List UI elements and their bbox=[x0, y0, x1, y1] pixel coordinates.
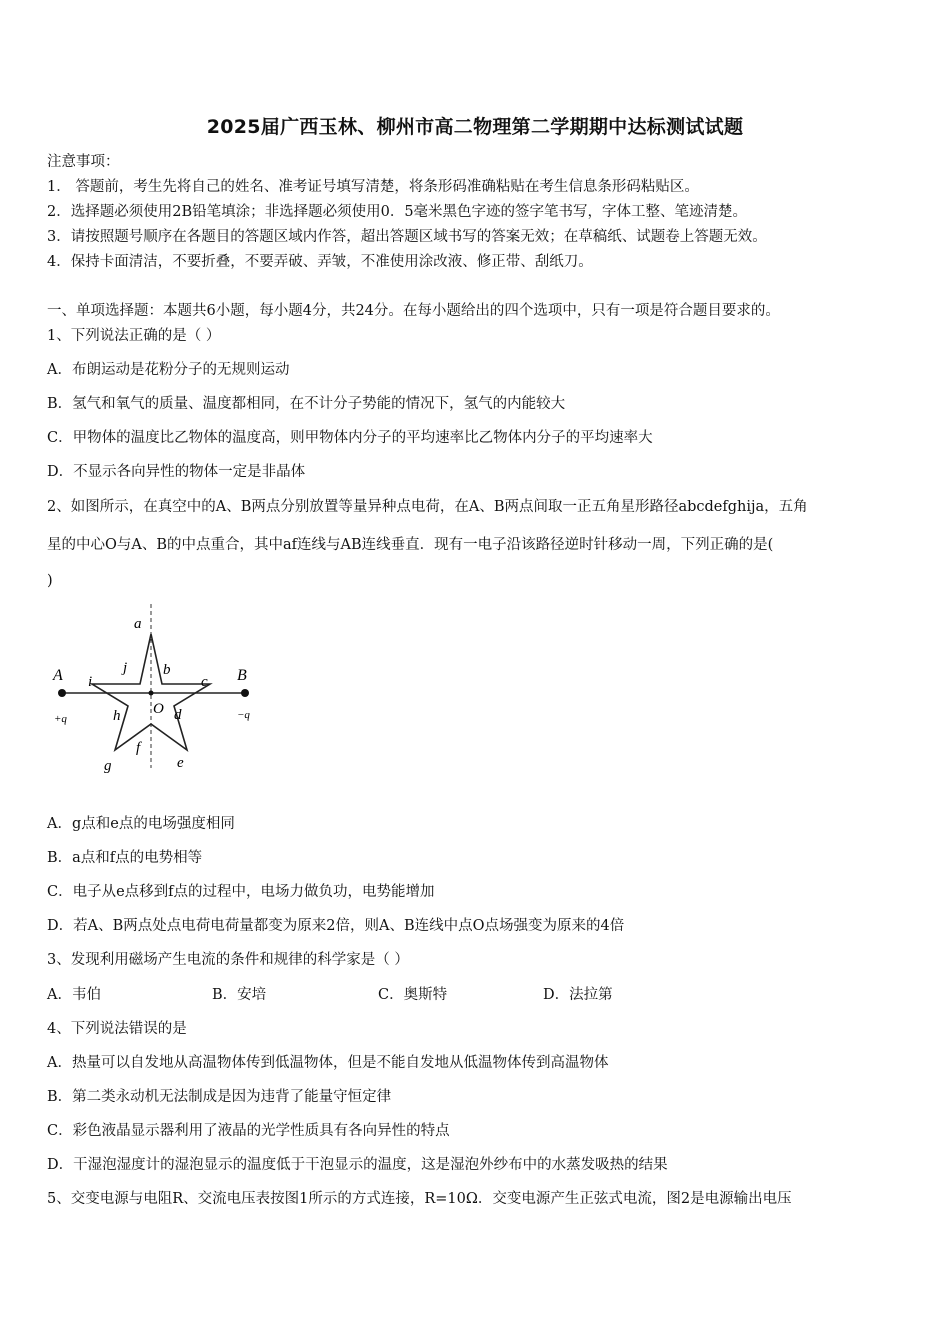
question-4-option-c: C．彩色液晶显示器利用了液晶的光学性质具有各向异性的特点 bbox=[47, 1123, 450, 1139]
charge-b-dot bbox=[241, 689, 249, 697]
star-charge-figure bbox=[40, 598, 280, 778]
question-2-stem-line: 2、如图所示，在真空中的A、B两点分别放置等量异种点电荷，在A、B两点间取一正五角星形路径abcdefghija，五角 bbox=[47, 499, 808, 515]
page-title: 2025届广西玉林、柳州市高二物理第二学期期中达标测试试题 bbox=[206, 116, 744, 138]
question-5-stem: 5、交变电源与电阻R、交流电压表按图1所示的方式连接，R=10Ω．交变电源产生正弦式电流，图2是电源输出电压 bbox=[47, 1191, 792, 1207]
question-1-option-d: D．不显示各向异性的物体一定是非晶体 bbox=[47, 464, 306, 480]
label-a: a bbox=[134, 616, 142, 632]
label-e: e bbox=[177, 755, 184, 771]
label-f: f bbox=[136, 740, 141, 756]
section-heading: 一、单项选择题：本题共6小题，每小题4分，共24分。在每小题给出的四个选项中，只有一项是符合题目要求的。 bbox=[47, 303, 780, 319]
notice-item: 3．请按照题号顺序在各题目的答题区域内作答，超出答题区域书写的答案无效；在草稿纸、试题卷上答题无效。 bbox=[47, 229, 767, 245]
notice-item: 1． 答题前，考生先将自己的姓名、准考证号填写清楚，将条形码准确粘贴在考生信息条形码粘贴区。 bbox=[47, 179, 699, 195]
label-g: g bbox=[104, 758, 112, 774]
question-2-option-c: C．电子从e点移到f点的过程中，电场力做负功，电势能增加 bbox=[47, 884, 435, 900]
label-i: i bbox=[88, 674, 93, 690]
question-3-option-c: C．奥斯特 bbox=[378, 987, 448, 1003]
question-4-option-a: A．热量可以自发地从高温物体传到低温物体，但是不能自发地从低温物体传到高温物体 bbox=[47, 1055, 609, 1071]
question-2-stem-line: ) bbox=[47, 573, 53, 589]
charge-a-dot bbox=[58, 689, 66, 697]
question-3-stem: 3、发现利用磁场产生电流的条件和规律的科学家是（ ） bbox=[47, 952, 409, 968]
notice-item: 2．选择题必须使用2B铅笔填涂；非选择题必须使用0．5毫米黑色字迹的签字笔书写，字体工整、笔迹清楚。 bbox=[47, 204, 748, 220]
question-3-option-d: D．法拉第 bbox=[543, 987, 613, 1003]
label-c: c bbox=[201, 674, 208, 690]
label-point-b: B bbox=[237, 667, 247, 684]
question-1-option-a: A．布朗运动是花粉分子的无规则运动 bbox=[47, 362, 290, 378]
question-3-option-b: B．安培 bbox=[212, 987, 267, 1003]
label-h: h bbox=[113, 708, 121, 724]
question-1-stem: 1、下列说法正确的是（ ） bbox=[47, 328, 221, 344]
question-2-option-d: D．若A、B两点处点电荷电荷量都变为原来2倍，则A、B连线中点O点场强变为原来的4倍 bbox=[47, 918, 625, 934]
label-point-a: A bbox=[53, 667, 63, 684]
question-3-option-a: A．韦伯 bbox=[47, 987, 101, 1003]
label-o: O bbox=[153, 701, 164, 717]
question-4-option-b: B．第二类永动机无法制成是因为违背了能量守恒定律 bbox=[47, 1089, 392, 1105]
label-d: d bbox=[174, 707, 182, 723]
question-1-option-b: B．氢气和氧气的质量、温度都相同，在不计分子势能的情况下，氢气的内能较大 bbox=[47, 396, 566, 412]
notice-item: 4．保持卡面清洁，不要折叠，不要弄破、弄皱，不准使用涂改液、修正带、刮纸刀。 bbox=[47, 254, 593, 270]
label-charge-positive: +q bbox=[54, 713, 67, 725]
notice-heading: 注意事项： bbox=[47, 154, 120, 170]
question-4-stem: 4、下列说法错误的是 bbox=[47, 1021, 187, 1037]
question-2-option-b: B．a点和f点的电势相等 bbox=[47, 850, 203, 866]
question-2-stem-line: 星的中心O与A、B的中点重合，其中af连线与AB连线垂直．现有一电子沿该路径逆时针移动一周，下列正确的是( bbox=[47, 537, 774, 553]
question-1-option-c: C．甲物体的温度比乙物体的温度高，则甲物体内分子的平均速率比乙物体内分子的平均速率大 bbox=[47, 430, 653, 446]
center-o-dot bbox=[149, 691, 154, 696]
label-b: b bbox=[163, 662, 171, 678]
question-4-option-d: D．干湿泡湿度计的湿泡显示的温度低于干泡显示的温度，这是湿泡外纱布中的水蒸发吸热的结果 bbox=[47, 1157, 668, 1173]
label-charge-negative: −q bbox=[237, 709, 250, 721]
question-2-option-a: A．g点和e点的电场强度相同 bbox=[47, 816, 235, 832]
label-j: j bbox=[123, 660, 128, 676]
